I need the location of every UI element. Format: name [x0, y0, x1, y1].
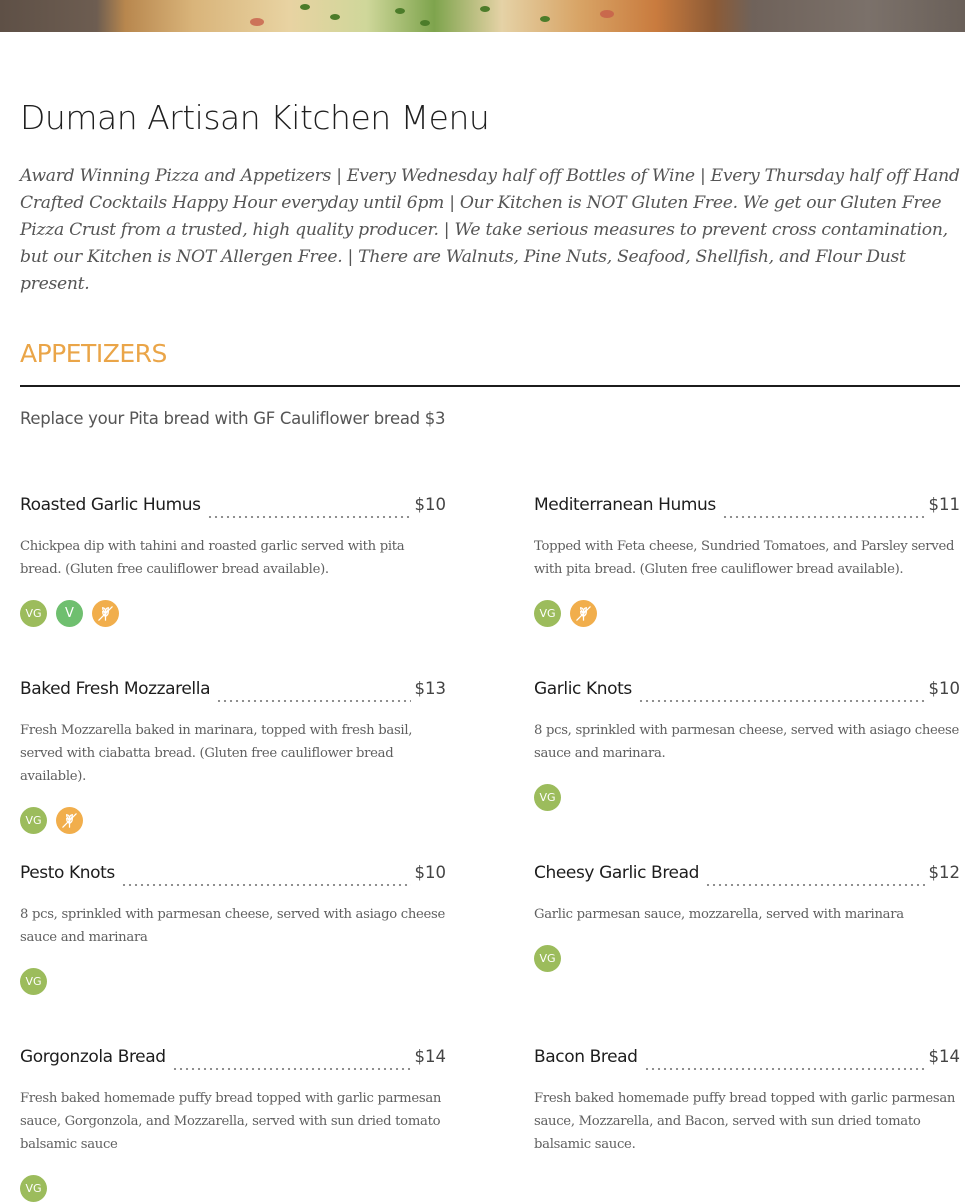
section-note: Replace your Pita bread with GF Cauliflower bread $3	[20, 409, 446, 428]
item-price: $10	[414, 863, 446, 882]
item-header	[20, 1047, 446, 1073]
item-description: Fresh Mozzarella baked in marinara, topped with fresh basil, served with ciabatta bread. (Gluten free cauliflower bread available).	[20, 723, 413, 784]
menu-item	[534, 495, 960, 627]
item-name: Bacon Bread	[534, 1047, 638, 1067]
intro-text: Award Winning Pizza and Appetizers | Every Wednesday half off Bottles of Wine | Every Thursday half off Hand Crafted Cocktails Happy Hour everyday until 6pm | Our Kitchen is NOT Gluten Free. We get our Gluten Free Pizza Crust from a trusted, high quality producer. | We take serious measures to prevent cross contamination, but our Kitchen is NOT Allergen Free. | There are Walnuts, Pine Nuts, Seafood, Shellfish, and Flour Dust present.	[20, 166, 960, 294]
dotted-leader	[216, 700, 410, 702]
herb-garnish	[540, 16, 550, 22]
vegetarian-badge: VG	[534, 945, 561, 972]
dietary-badges	[20, 1175, 446, 1202]
item-price: $13	[414, 679, 446, 698]
item-name: Roasted Garlic Humus	[20, 495, 201, 515]
item-name: Cheesy Garlic Bread	[534, 863, 700, 883]
item-description: Fresh baked homemade puffy bread topped with garlic parmesan sauce, Gorgonzola, and Mozzarella, served with sun dried tomato balsamic sauce	[20, 1091, 442, 1152]
gluten-free-wheat-icon	[92, 600, 119, 627]
dotted-leader	[638, 700, 925, 702]
topping	[250, 18, 264, 26]
hero-pizza-image	[0, 0, 965, 32]
vegetarian-badge: VG	[534, 784, 561, 811]
dietary-badges	[534, 600, 960, 627]
dotted-leader	[705, 884, 924, 886]
item-price: $12	[928, 863, 960, 882]
dietary-badges	[20, 968, 446, 995]
dietary-badges	[534, 784, 960, 811]
dietary-badges	[534, 945, 960, 972]
item-header	[534, 495, 960, 521]
vegetarian-badge: VG	[534, 600, 561, 627]
vegan-badge: V	[56, 600, 83, 627]
item-description: Chickpea dip with tahini and roasted garlic served with pita bread. (Gluten free cauliflower bread available).	[20, 539, 405, 577]
item-name: Mediterranean Humus	[534, 495, 716, 515]
herb-garnish	[420, 20, 430, 26]
item-header	[534, 679, 960, 705]
item-header	[20, 863, 446, 889]
menu-item	[534, 679, 960, 811]
vegetarian-badge: VG	[20, 600, 47, 627]
dotted-leader	[172, 1068, 411, 1070]
menu-item	[20, 1047, 446, 1202]
item-name: Pesto Knots	[20, 863, 115, 883]
dotted-leader	[207, 516, 411, 518]
dietary-badges	[20, 807, 446, 834]
section-title-appetizers: APPETIZERS	[20, 339, 167, 368]
item-name: Gorgonzola Bread	[20, 1047, 166, 1067]
herb-garnish	[480, 6, 490, 12]
vegetarian-badge: VG	[20, 968, 47, 995]
gluten-free-wheat-icon	[56, 807, 83, 834]
item-price: $14	[928, 1047, 960, 1066]
item-price: $14	[414, 1047, 446, 1066]
item-description: 8 pcs, sprinkled with parmesan cheese, served with asiago cheese sauce and marinara	[20, 907, 445, 945]
item-header	[20, 679, 446, 705]
dotted-leader	[722, 516, 925, 518]
herb-garnish	[300, 4, 310, 10]
dietary-badges	[20, 600, 446, 627]
item-header	[534, 863, 960, 889]
vegetarian-badge: VG	[20, 1175, 47, 1202]
menu-item	[20, 495, 446, 627]
dotted-leader	[644, 1068, 925, 1070]
menu-item	[534, 863, 960, 972]
item-description: 8 pcs, sprinkled with parmesan cheese, served with asiago cheese sauce and marinara.	[534, 723, 959, 761]
herb-garnish	[330, 14, 340, 20]
item-price: $10	[414, 495, 446, 514]
item-name: Garlic Knots	[534, 679, 632, 699]
menu-item	[20, 679, 446, 834]
item-price: $11	[928, 495, 960, 514]
item-header	[534, 1047, 960, 1073]
topping	[600, 10, 614, 18]
item-description: Fresh baked homemade puffy bread topped with garlic parmesan sauce, Mozzarella, and Bacon, served with sun dried tomato balsamic sauce.	[534, 1091, 956, 1152]
herb-garnish	[395, 8, 405, 14]
item-description: Topped with Feta cheese, Sundried Tomatoes, and Parsley served with pita bread. (Gluten free cauliflower bread available).	[534, 539, 955, 577]
dotted-leader	[121, 884, 411, 886]
item-header	[20, 495, 446, 521]
vegetarian-badge: VG	[20, 807, 47, 834]
section-divider	[20, 385, 960, 387]
menu-item	[534, 1047, 960, 1156]
gluten-free-wheat-icon	[570, 600, 597, 627]
page-title: Duman Artisan Kitchen Menu	[20, 98, 490, 137]
item-name: Baked Fresh Mozzarella	[20, 679, 211, 699]
item-description: Garlic parmesan sauce, mozzarella, served with marinara	[534, 907, 904, 922]
item-price: $10	[928, 679, 960, 698]
menu-item	[20, 863, 446, 995]
